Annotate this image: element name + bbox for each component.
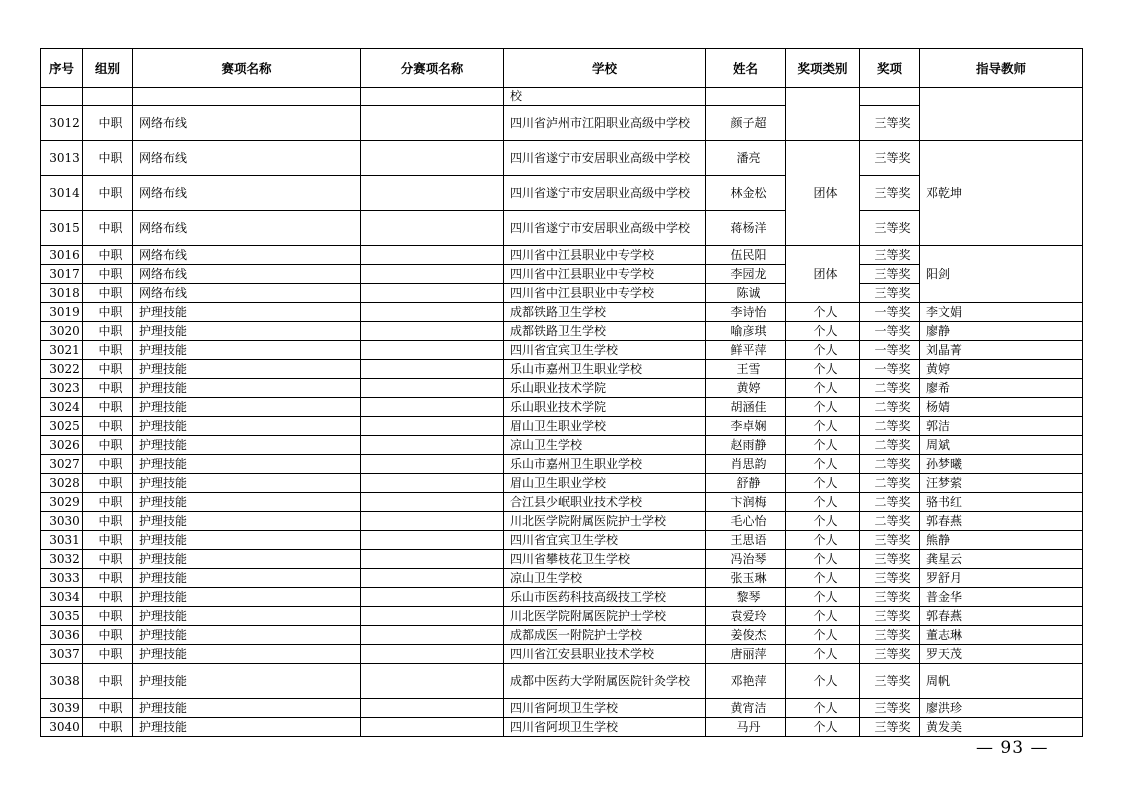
row-school: 成都中医药大学附属医院针灸学校 bbox=[504, 664, 706, 699]
row-name: 毛心怡 bbox=[706, 512, 786, 531]
row-sub-event bbox=[361, 607, 504, 626]
row-sub-event bbox=[361, 550, 504, 569]
row-award-type: 个人 bbox=[786, 645, 860, 664]
row-event: 护理技能 bbox=[133, 322, 361, 341]
row-number bbox=[41, 88, 83, 106]
row-award: 二等奖 bbox=[860, 417, 920, 436]
row-sub-event bbox=[361, 246, 504, 265]
row-event: 护理技能 bbox=[133, 474, 361, 493]
row-teacher: 阳剑 bbox=[920, 246, 1083, 303]
row-award: 二等奖 bbox=[860, 512, 920, 531]
row-award: 一等奖 bbox=[860, 322, 920, 341]
row-name: 姜俊杰 bbox=[706, 626, 786, 645]
row-number: 3019 bbox=[41, 303, 83, 322]
row-group: 中职 bbox=[83, 718, 133, 737]
row-sub-event bbox=[361, 284, 504, 303]
table-row bbox=[41, 607, 1083, 626]
row-award: 三等奖 bbox=[860, 141, 920, 176]
row-name: 蒋杨洋 bbox=[706, 211, 786, 246]
column-header: 赛项名称 bbox=[133, 49, 361, 88]
row-name: 黎琴 bbox=[706, 588, 786, 607]
row-number: 3035 bbox=[41, 607, 83, 626]
table-row bbox=[41, 512, 1083, 531]
row-teacher: 熊静 bbox=[920, 531, 1083, 550]
row-award: 三等奖 bbox=[860, 284, 920, 303]
row-event: 网络布线 bbox=[133, 284, 361, 303]
row-group: 中职 bbox=[83, 246, 133, 265]
row-award: 三等奖 bbox=[860, 588, 920, 607]
row-number: 3015 bbox=[41, 211, 83, 246]
row-award: 二等奖 bbox=[860, 398, 920, 417]
row-award: 三等奖 bbox=[860, 531, 920, 550]
row-teacher: 郭洁 bbox=[920, 417, 1083, 436]
row-award-type: 个人 bbox=[786, 718, 860, 737]
row-group: 中职 bbox=[83, 493, 133, 512]
row-group: 中职 bbox=[83, 211, 133, 246]
row-award: 三等奖 bbox=[860, 246, 920, 265]
row-number: 3036 bbox=[41, 626, 83, 645]
row-number: 3014 bbox=[41, 176, 83, 211]
row-name: 李诗怡 bbox=[706, 303, 786, 322]
row-award bbox=[860, 88, 920, 106]
row-school: 眉山卫生职业学校 bbox=[504, 417, 706, 436]
column-header: 姓名 bbox=[706, 49, 786, 88]
row-school: 成都成医一附院护士学校 bbox=[504, 626, 706, 645]
row-number: 3023 bbox=[41, 379, 83, 398]
row-school: 乐山市嘉州卫生职业学校 bbox=[504, 360, 706, 379]
row-name: 舒静 bbox=[706, 474, 786, 493]
row-group: 中职 bbox=[83, 664, 133, 699]
row-name: 王雪 bbox=[706, 360, 786, 379]
row-number: 3017 bbox=[41, 265, 83, 284]
row-award: 三等奖 bbox=[860, 718, 920, 737]
row-sub-event bbox=[361, 436, 504, 455]
row-award: 三等奖 bbox=[860, 176, 920, 211]
row-award: 二等奖 bbox=[860, 379, 920, 398]
row-school: 四川省攀枝花卫生学校 bbox=[504, 550, 706, 569]
row-school: 成都铁路卫生学校 bbox=[504, 322, 706, 341]
row-event: 护理技能 bbox=[133, 360, 361, 379]
row-school: 四川省遂宁市安居职业高级中学校 bbox=[504, 141, 706, 176]
row-number: 3037 bbox=[41, 645, 83, 664]
row-number: 3016 bbox=[41, 246, 83, 265]
table-row bbox=[41, 493, 1083, 512]
row-group: 中职 bbox=[83, 398, 133, 417]
row-sub-event bbox=[361, 664, 504, 699]
row-number: 3013 bbox=[41, 141, 83, 176]
row-teacher: 郭春燕 bbox=[920, 607, 1083, 626]
row-number: 3026 bbox=[41, 436, 83, 455]
row-award: 二等奖 bbox=[860, 474, 920, 493]
awards-table bbox=[40, 48, 1083, 737]
row-award-type: 个人 bbox=[786, 398, 860, 417]
row-event: 护理技能 bbox=[133, 493, 361, 512]
row-sub-event bbox=[361, 360, 504, 379]
column-header: 序号 bbox=[41, 49, 83, 88]
row-number: 3032 bbox=[41, 550, 83, 569]
table-row bbox=[41, 322, 1083, 341]
row-teacher: 骆书红 bbox=[920, 493, 1083, 512]
row-teacher: 黄发美 bbox=[920, 718, 1083, 737]
row-sub-event bbox=[361, 106, 504, 141]
row-school: 四川省宜宾卫生学校 bbox=[504, 341, 706, 360]
row-number: 3012 bbox=[41, 106, 83, 141]
row-number: 3021 bbox=[41, 341, 83, 360]
row-name: 唐丽萍 bbox=[706, 645, 786, 664]
row-award: 三等奖 bbox=[860, 607, 920, 626]
row-number: 3038 bbox=[41, 664, 83, 699]
row-number: 3020 bbox=[41, 322, 83, 341]
row-award-type: 个人 bbox=[786, 379, 860, 398]
row-event: 护理技能 bbox=[133, 455, 361, 474]
table-row bbox=[41, 417, 1083, 436]
row-teacher: 廖希 bbox=[920, 379, 1083, 398]
row-sub-event bbox=[361, 88, 504, 106]
row-number: 3040 bbox=[41, 718, 83, 737]
table-row bbox=[41, 246, 1083, 265]
row-award: 三等奖 bbox=[860, 699, 920, 718]
row-event: 护理技能 bbox=[133, 417, 361, 436]
row-group: 中职 bbox=[83, 455, 133, 474]
row-name: 胡涵佳 bbox=[706, 398, 786, 417]
row-school: 川北医学院附属医院护士学校 bbox=[504, 512, 706, 531]
row-event: 护理技能 bbox=[133, 699, 361, 718]
row-teacher: 普金华 bbox=[920, 588, 1083, 607]
row-award-type: 个人 bbox=[786, 455, 860, 474]
row-sub-event bbox=[361, 588, 504, 607]
table-row bbox=[41, 436, 1083, 455]
row-name: 李卓娴 bbox=[706, 417, 786, 436]
row-teacher: 罗天茂 bbox=[920, 645, 1083, 664]
column-header: 奖项 bbox=[860, 49, 920, 88]
row-sub-event bbox=[361, 379, 504, 398]
row-name: 颜子超 bbox=[706, 106, 786, 141]
row-name: 李园龙 bbox=[706, 265, 786, 284]
row-school: 成都铁路卫生学校 bbox=[504, 303, 706, 322]
row-sub-event bbox=[361, 699, 504, 718]
table-row bbox=[41, 645, 1083, 664]
row-teacher: 邓乾坤 bbox=[920, 141, 1083, 246]
row-sub-event bbox=[361, 474, 504, 493]
row-sub-event bbox=[361, 417, 504, 436]
row-school: 乐山市嘉州卫生职业学校 bbox=[504, 455, 706, 474]
row-event: 护理技能 bbox=[133, 626, 361, 645]
row-teacher: 罗舒月 bbox=[920, 569, 1083, 588]
row-sub-event bbox=[361, 626, 504, 645]
row-award: 三等奖 bbox=[860, 106, 920, 141]
row-number: 3031 bbox=[41, 531, 83, 550]
row-number: 3027 bbox=[41, 455, 83, 474]
row-sub-event bbox=[361, 265, 504, 284]
row-group: 中职 bbox=[83, 284, 133, 303]
row-award: 三等奖 bbox=[860, 550, 920, 569]
row-school: 四川省泸州市江阳职业高级中学校 bbox=[504, 106, 706, 141]
row-sub-event bbox=[361, 569, 504, 588]
row-teacher: 汪梦萦 bbox=[920, 474, 1083, 493]
row-event: 护理技能 bbox=[133, 569, 361, 588]
row-school: 乐山市医药科技高级技工学校 bbox=[504, 588, 706, 607]
row-teacher: 郭春燕 bbox=[920, 512, 1083, 531]
row-school: 川北医学院附属医院护士学校 bbox=[504, 607, 706, 626]
row-teacher: 杨婧 bbox=[920, 398, 1083, 417]
table-row bbox=[41, 664, 1083, 699]
row-group: 中职 bbox=[83, 569, 133, 588]
row-award: 三等奖 bbox=[860, 664, 920, 699]
row-name: 王思语 bbox=[706, 531, 786, 550]
row-school: 四川省江安县职业技术学校 bbox=[504, 645, 706, 664]
header-row bbox=[41, 49, 1083, 88]
row-award-type: 个人 bbox=[786, 531, 860, 550]
row-event: 网络布线 bbox=[133, 141, 361, 176]
row-school: 四川省遂宁市安居职业高级中学校 bbox=[504, 176, 706, 211]
row-school: 眉山卫生职业学校 bbox=[504, 474, 706, 493]
row-group: 中职 bbox=[83, 379, 133, 398]
row-school: 凉山卫生学校 bbox=[504, 569, 706, 588]
row-award-type: 个人 bbox=[786, 588, 860, 607]
row-event: 护理技能 bbox=[133, 550, 361, 569]
row-number: 3039 bbox=[41, 699, 83, 718]
row-sub-event bbox=[361, 322, 504, 341]
row-teacher: 董志琳 bbox=[920, 626, 1083, 645]
row-sub-event bbox=[361, 645, 504, 664]
table-row bbox=[41, 569, 1083, 588]
row-school: 凉山卫生学校 bbox=[504, 436, 706, 455]
row-teacher: 廖洪珍 bbox=[920, 699, 1083, 718]
column-header: 分赛项名称 bbox=[361, 49, 504, 88]
row-event: 护理技能 bbox=[133, 379, 361, 398]
row-group: 中职 bbox=[83, 512, 133, 531]
column-header: 学校 bbox=[504, 49, 706, 88]
row-award: 三等奖 bbox=[860, 569, 920, 588]
column-header: 组别 bbox=[83, 49, 133, 88]
row-award-type: 个人 bbox=[786, 341, 860, 360]
table-row bbox=[41, 379, 1083, 398]
row-name: 陈诚 bbox=[706, 284, 786, 303]
row-sub-event bbox=[361, 512, 504, 531]
row-event: 护理技能 bbox=[133, 303, 361, 322]
row-name: 赵雨静 bbox=[706, 436, 786, 455]
row-group bbox=[83, 88, 133, 106]
table-row bbox=[41, 398, 1083, 417]
row-event: 护理技能 bbox=[133, 664, 361, 699]
row-award-type: 个人 bbox=[786, 303, 860, 322]
row-award: 三等奖 bbox=[860, 645, 920, 664]
row-name: 肖思韵 bbox=[706, 455, 786, 474]
row-number: 3028 bbox=[41, 474, 83, 493]
row-award-type: 个人 bbox=[786, 474, 860, 493]
row-group: 中职 bbox=[83, 645, 133, 664]
row-name: 张玉琳 bbox=[706, 569, 786, 588]
row-school: 乐山职业技术学院 bbox=[504, 398, 706, 417]
table-body bbox=[41, 88, 1083, 737]
row-group: 中职 bbox=[83, 474, 133, 493]
row-group: 中职 bbox=[83, 626, 133, 645]
row-event bbox=[133, 88, 361, 106]
row-group: 中职 bbox=[83, 303, 133, 322]
column-header: 指导教师 bbox=[920, 49, 1083, 88]
row-name: 马丹 bbox=[706, 718, 786, 737]
row-award: 三等奖 bbox=[860, 265, 920, 284]
row-name: 伍民阳 bbox=[706, 246, 786, 265]
table-row bbox=[41, 88, 1083, 106]
table-row bbox=[41, 550, 1083, 569]
row-teacher bbox=[920, 88, 1083, 141]
row-number: 3029 bbox=[41, 493, 83, 512]
row-event: 护理技能 bbox=[133, 645, 361, 664]
row-award: 三等奖 bbox=[860, 211, 920, 246]
row-event: 护理技能 bbox=[133, 341, 361, 360]
row-name: 喻彦琪 bbox=[706, 322, 786, 341]
table-row bbox=[41, 588, 1083, 607]
row-name: 黄宵洁 bbox=[706, 699, 786, 718]
row-name: 潘亮 bbox=[706, 141, 786, 176]
row-teacher: 周斌 bbox=[920, 436, 1083, 455]
row-award: 三等奖 bbox=[860, 626, 920, 645]
row-award: 一等奖 bbox=[860, 303, 920, 322]
row-award: 二等奖 bbox=[860, 455, 920, 474]
row-event: 网络布线 bbox=[133, 211, 361, 246]
row-award: 二等奖 bbox=[860, 493, 920, 512]
row-sub-event bbox=[361, 493, 504, 512]
row-number: 3025 bbox=[41, 417, 83, 436]
table-row bbox=[41, 141, 1083, 176]
row-school: 四川省遂宁市安居职业高级中学校 bbox=[504, 211, 706, 246]
row-name: 卞润梅 bbox=[706, 493, 786, 512]
row-group: 中职 bbox=[83, 588, 133, 607]
row-school: 四川省中江县职业中专学校 bbox=[504, 265, 706, 284]
row-group: 中职 bbox=[83, 417, 133, 436]
table-row bbox=[41, 718, 1083, 737]
row-award-type: 个人 bbox=[786, 417, 860, 436]
row-award-type: 个人 bbox=[786, 626, 860, 645]
row-award-type: 个人 bbox=[786, 322, 860, 341]
row-group: 中职 bbox=[83, 699, 133, 718]
row-school: 合江县少岷职业技术学校 bbox=[504, 493, 706, 512]
row-number: 3024 bbox=[41, 398, 83, 417]
row-school: 四川省阿坝卫生学校 bbox=[504, 718, 706, 737]
row-award-type: 团体 bbox=[786, 246, 860, 303]
row-teacher: 廖静 bbox=[920, 322, 1083, 341]
row-award-type: 个人 bbox=[786, 699, 860, 718]
row-number: 3018 bbox=[41, 284, 83, 303]
row-teacher: 刘晶菁 bbox=[920, 341, 1083, 360]
table-row bbox=[41, 474, 1083, 493]
row-teacher: 周帆 bbox=[920, 664, 1083, 699]
row-group: 中职 bbox=[83, 341, 133, 360]
row-award-type: 个人 bbox=[786, 569, 860, 588]
row-award: 二等奖 bbox=[860, 436, 920, 455]
row-event: 网络布线 bbox=[133, 265, 361, 284]
row-group: 中职 bbox=[83, 106, 133, 141]
row-number: 3034 bbox=[41, 588, 83, 607]
table-row bbox=[41, 360, 1083, 379]
table-row bbox=[41, 303, 1083, 322]
row-teacher: 黄婷 bbox=[920, 360, 1083, 379]
table-row bbox=[41, 531, 1083, 550]
table-row bbox=[41, 626, 1083, 645]
row-name: 袁爱玲 bbox=[706, 607, 786, 626]
row-sub-event bbox=[361, 141, 504, 176]
table-row bbox=[41, 341, 1083, 360]
table-row bbox=[41, 455, 1083, 474]
row-award-type: 个人 bbox=[786, 664, 860, 699]
row-school: 四川省宜宾卫生学校 bbox=[504, 531, 706, 550]
row-event: 护理技能 bbox=[133, 398, 361, 417]
row-award-type: 个人 bbox=[786, 607, 860, 626]
row-group: 中职 bbox=[83, 322, 133, 341]
row-award-type: 团体 bbox=[786, 141, 860, 246]
row-sub-event bbox=[361, 341, 504, 360]
row-name: 黄婷 bbox=[706, 379, 786, 398]
row-sub-event bbox=[361, 455, 504, 474]
column-header: 奖项类别 bbox=[786, 49, 860, 88]
row-event: 护理技能 bbox=[133, 607, 361, 626]
row-group: 中职 bbox=[83, 550, 133, 569]
row-school: 乐山职业技术学院 bbox=[504, 379, 706, 398]
row-event: 护理技能 bbox=[133, 718, 361, 737]
row-number: 3030 bbox=[41, 512, 83, 531]
row-event: 护理技能 bbox=[133, 436, 361, 455]
table-row bbox=[41, 699, 1083, 718]
row-sub-event bbox=[361, 718, 504, 737]
row-award: 一等奖 bbox=[860, 341, 920, 360]
row-award-type: 个人 bbox=[786, 493, 860, 512]
row-group: 中职 bbox=[83, 531, 133, 550]
row-event: 网络布线 bbox=[133, 246, 361, 265]
row-name bbox=[706, 88, 786, 106]
row-award-type: 个人 bbox=[786, 512, 860, 531]
row-group: 中职 bbox=[83, 176, 133, 211]
row-name: 冯治琴 bbox=[706, 550, 786, 569]
page-number: — 93 — bbox=[976, 738, 1049, 758]
row-teacher: 龚星云 bbox=[920, 550, 1083, 569]
row-sub-event bbox=[361, 531, 504, 550]
row-event: 护理技能 bbox=[133, 512, 361, 531]
row-event: 护理技能 bbox=[133, 588, 361, 607]
row-sub-event bbox=[361, 303, 504, 322]
row-event: 护理技能 bbox=[133, 531, 361, 550]
row-sub-event bbox=[361, 211, 504, 246]
row-group: 中职 bbox=[83, 360, 133, 379]
row-number: 3022 bbox=[41, 360, 83, 379]
row-award-type bbox=[786, 88, 860, 141]
row-school: 四川省中江县职业中专学校 bbox=[504, 284, 706, 303]
row-number: 3033 bbox=[41, 569, 83, 588]
row-school: 校 bbox=[504, 88, 706, 106]
row-teacher: 李文娟 bbox=[920, 303, 1083, 322]
row-award: 一等奖 bbox=[860, 360, 920, 379]
row-sub-event bbox=[361, 398, 504, 417]
row-name: 邓艳萍 bbox=[706, 664, 786, 699]
row-name: 林金松 bbox=[706, 176, 786, 211]
row-group: 中职 bbox=[83, 265, 133, 284]
row-sub-event bbox=[361, 176, 504, 211]
row-group: 中职 bbox=[83, 141, 133, 176]
row-group: 中职 bbox=[83, 436, 133, 455]
row-event: 网络布线 bbox=[133, 106, 361, 141]
row-name: 鲜平萍 bbox=[706, 341, 786, 360]
row-award-type: 个人 bbox=[786, 436, 860, 455]
row-event: 网络布线 bbox=[133, 176, 361, 211]
row-teacher: 孙梦曦 bbox=[920, 455, 1083, 474]
row-award-type: 个人 bbox=[786, 550, 860, 569]
row-group: 中职 bbox=[83, 607, 133, 626]
row-school: 四川省阿坝卫生学校 bbox=[504, 699, 706, 718]
row-award-type: 个人 bbox=[786, 360, 860, 379]
row-school: 四川省中江县职业中专学校 bbox=[504, 246, 706, 265]
